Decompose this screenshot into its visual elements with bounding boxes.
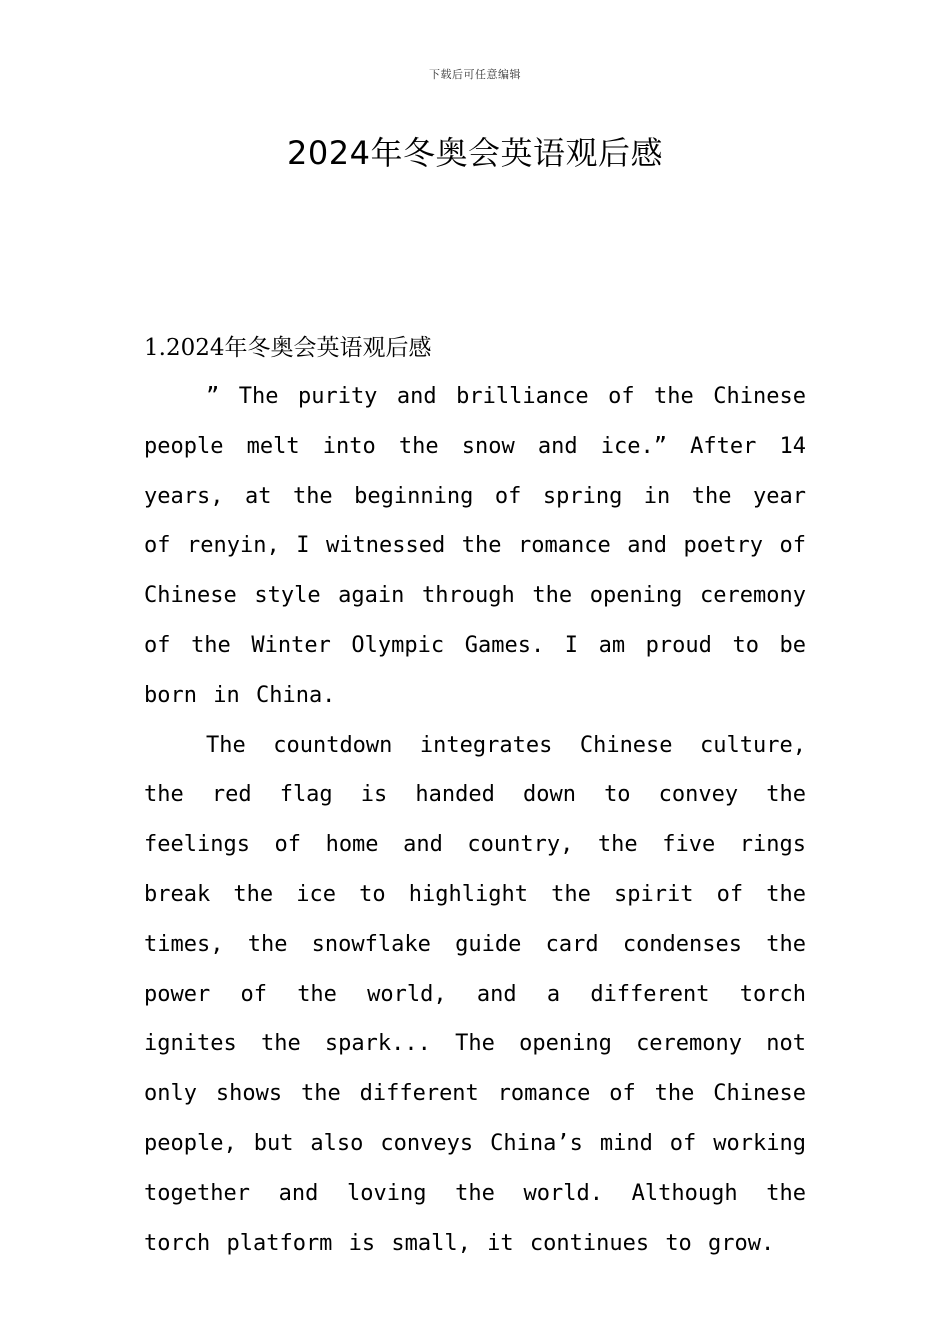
paragraph-1: ” The purity and brilliance of the Chinese people melt into the snow and ice.” After 14 years, at the beginning of spring in the year of renyin, I witnessed the romance and poetry of Chinese style again through the opening ceremony of the Winter Olympic Games. I am proud to be born in China. [144,384,806,708]
section-heading: 1.2024年冬奥会英语观后感 [144,335,432,361]
document-body [144,330,806,1268]
paragraph-2: The countdown integrates Chinese culture, the red flag is handed down to convey the feelings of home and country, the five rings break the ice to highlight the spirit of the times, the snowflake guide card condenses the power of the world, and a different torch ignites the spark... The opening ceremony not only shows the different romance of the Chinese people, but also conveys China’s mind of working together and loving the world. Although the torch platform is small, it continues to grow. [144,732,806,1256]
document-title: 2024年冬奥会英语观后感 [287,134,663,172]
header-note: 下载后可任意编辑 [429,68,521,81]
